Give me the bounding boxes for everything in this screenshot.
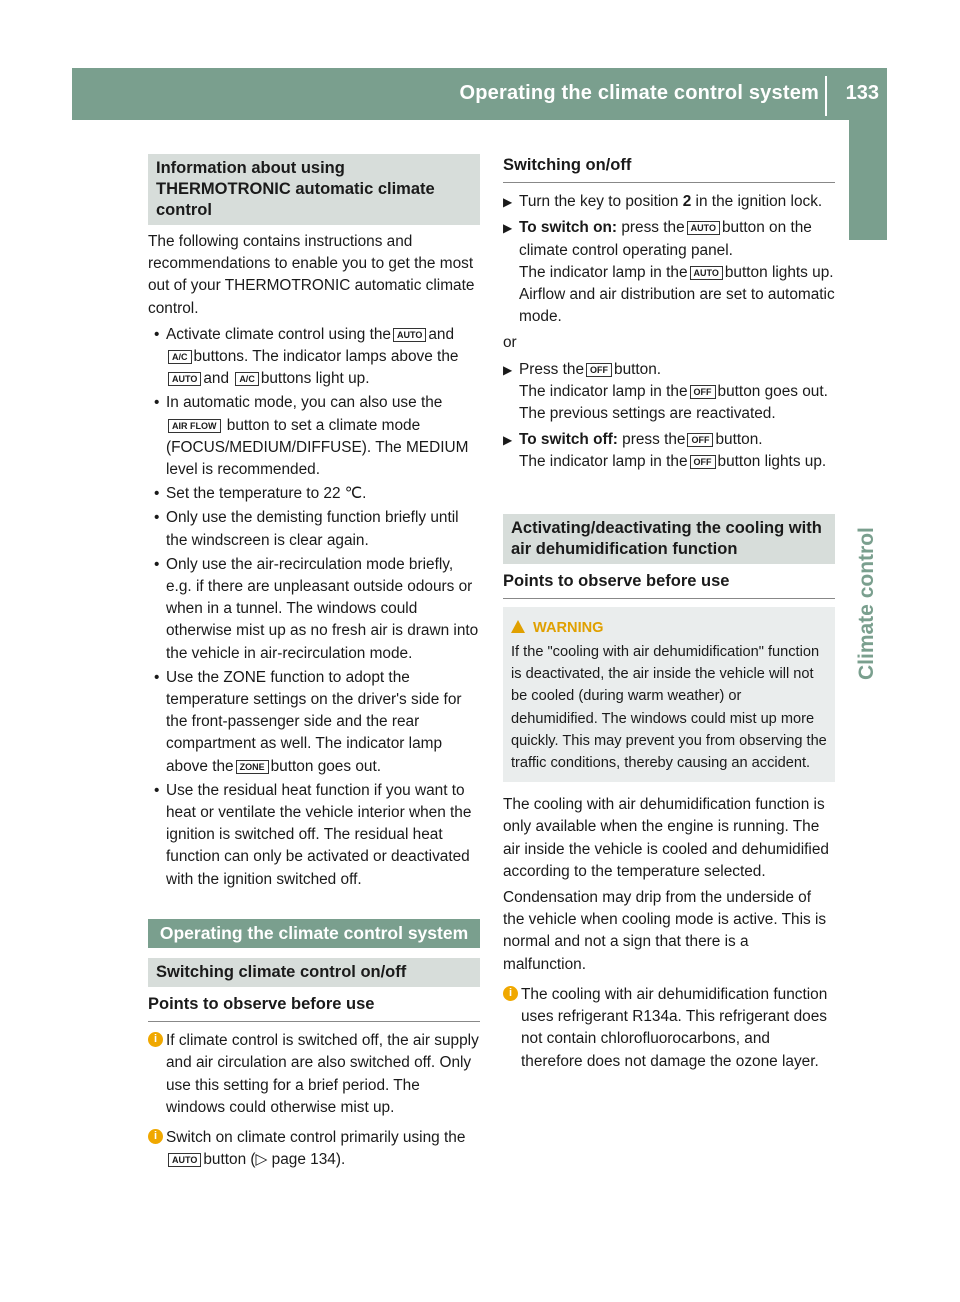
left-column — [148, 154, 480, 1177]
auto-button-icon: AUTO — [690, 266, 723, 280]
cooling-heading: Activating/deactivating the cooling with air dehumidification function — [503, 514, 835, 564]
switching-heading: Switching on/off — [503, 154, 835, 183]
bullet: • Use the residual heat function if you want to heat or ventilate the vehicle interior when the ignition is switched off. The residual heat function can only be activated or deactivated with the ignition switched off. — [154, 781, 472, 888]
zone-button-icon: ZONE — [236, 760, 269, 774]
body-text: Condensation may drip from the underside of the vehicle when cooling mode is active. This is normal and not a sign that there is a malfunction. — [503, 889, 827, 973]
subsection-heading: Switching climate control on/off — [148, 958, 480, 987]
step: ▶ To switch off: press the OFF button. The indicator lamp in the OFF button lights up. — [503, 431, 827, 471]
ac-button-icon: A/C — [235, 372, 259, 386]
off-button-icon: OFF — [690, 455, 716, 469]
step: ▶ Turn the key to position 2 in the ignition lock. — [503, 193, 823, 211]
auto-button-icon: AUTO — [168, 1153, 201, 1167]
info-icon: i — [503, 986, 518, 1001]
ac-button-icon: A/C — [168, 350, 192, 364]
info-icon: i — [148, 1129, 163, 1144]
airflow-button-icon: AIR FLOW — [168, 419, 221, 433]
off-button-icon: OFF — [690, 385, 716, 399]
bullet: • Only use the air-recirculation mode briefly, e.g. if there are unpleasant outside odours or when in a tunnel. The windows could otherwise mist up as no fresh air is drawn into the vehicle in air-recirculation mode. — [154, 555, 479, 662]
warning-box: WARNING If the "cooling with air dehumidification" function is deactivated, the air inside the vehicle will not be cooled (during warm weather) or dehumidified. The windows could mist up more quickly. This may prevent you from observing the traffic conditions, thereby causing an accident. — [503, 607, 835, 782]
side-label-text: Climate control — [855, 527, 878, 680]
bullet: • In automatic mode, you can also use the AIR FLOW button to set a climate mode (FOCUS/MEDIUM/DIFFUSE). The MEDIUM level is recommended. — [154, 394, 469, 479]
auto-button-icon: AUTO — [393, 328, 426, 342]
body-text: The cooling with air dehumidification function is only available when the engine is running. The air inside the vehicle is cooled and dehumidified according to the temperature selected. — [503, 796, 829, 880]
info-note: i The cooling with air dehumidification function uses refrigerant R134a. This refrigerant does not contain chlorofluorocarbons, and therefore does not damage the ozone layer. — [503, 984, 835, 1073]
auto-button-icon: AUTO — [687, 221, 720, 235]
bullet: • Use the ZONE function to adopt the temperature settings on the driver's side for the front-passenger side and the rear compartment as well. The indicator lamp above the ZONE button goes out. — [154, 668, 462, 775]
intro-text: The following contains instructions and recommendations to enable you to get the most out of your THERMOTRONIC automatic climate control. — [148, 233, 475, 317]
bullet: • Set the temperature to 22 ℃. — [154, 485, 367, 503]
or-text: or — [503, 334, 517, 352]
bullet: • Activate climate control using the AUTO and A/C buttons. The indicator lamps above the AUTO and A/C buttons light up. — [154, 325, 459, 388]
points-heading: Points to observe before use — [503, 570, 835, 599]
section-heading: Operating the climate control system — [148, 919, 480, 948]
bullet: • Only use the demisting function briefly until the windscreen is clear again. — [154, 509, 459, 549]
info-icon: i — [148, 1032, 163, 1047]
step: ▶ Press the OFF button. The indicator lamp in the OFF button goes out. The previous settings are reactivated. — [503, 360, 828, 423]
info-heading: Information about using THERMOTRONIC automatic climate control — [148, 154, 480, 225]
step: ▶ To switch on: press the AUTO button on the climate control operating panel. The indicator lamp in the AUTO button lights up. Airflow and air distribution are set to automatic mode. — [503, 219, 835, 326]
page-header — [72, 68, 887, 120]
off-button-icon: OFF — [586, 363, 612, 377]
right-column — [503, 154, 835, 1079]
warning-icon — [511, 620, 525, 633]
header-title: Operating the climate control system — [459, 82, 819, 104]
page-number: 133 — [845, 82, 879, 104]
info-note: i Switch on climate control primarily using theAUTO button (▷ page 134). — [148, 1127, 480, 1171]
info-note: i If climate control is switched off, the air supply and air circulation are also switched off. Only use this setting for a brief period. The windows could otherwise mist up. — [148, 1030, 480, 1119]
points-heading: Points to observe before use — [148, 993, 480, 1022]
chapter-tab — [849, 120, 887, 240]
auto-button-icon: AUTO — [168, 372, 201, 386]
header-divider — [825, 76, 827, 116]
side-label — [849, 260, 887, 680]
off-button-icon: OFF — [687, 433, 713, 447]
